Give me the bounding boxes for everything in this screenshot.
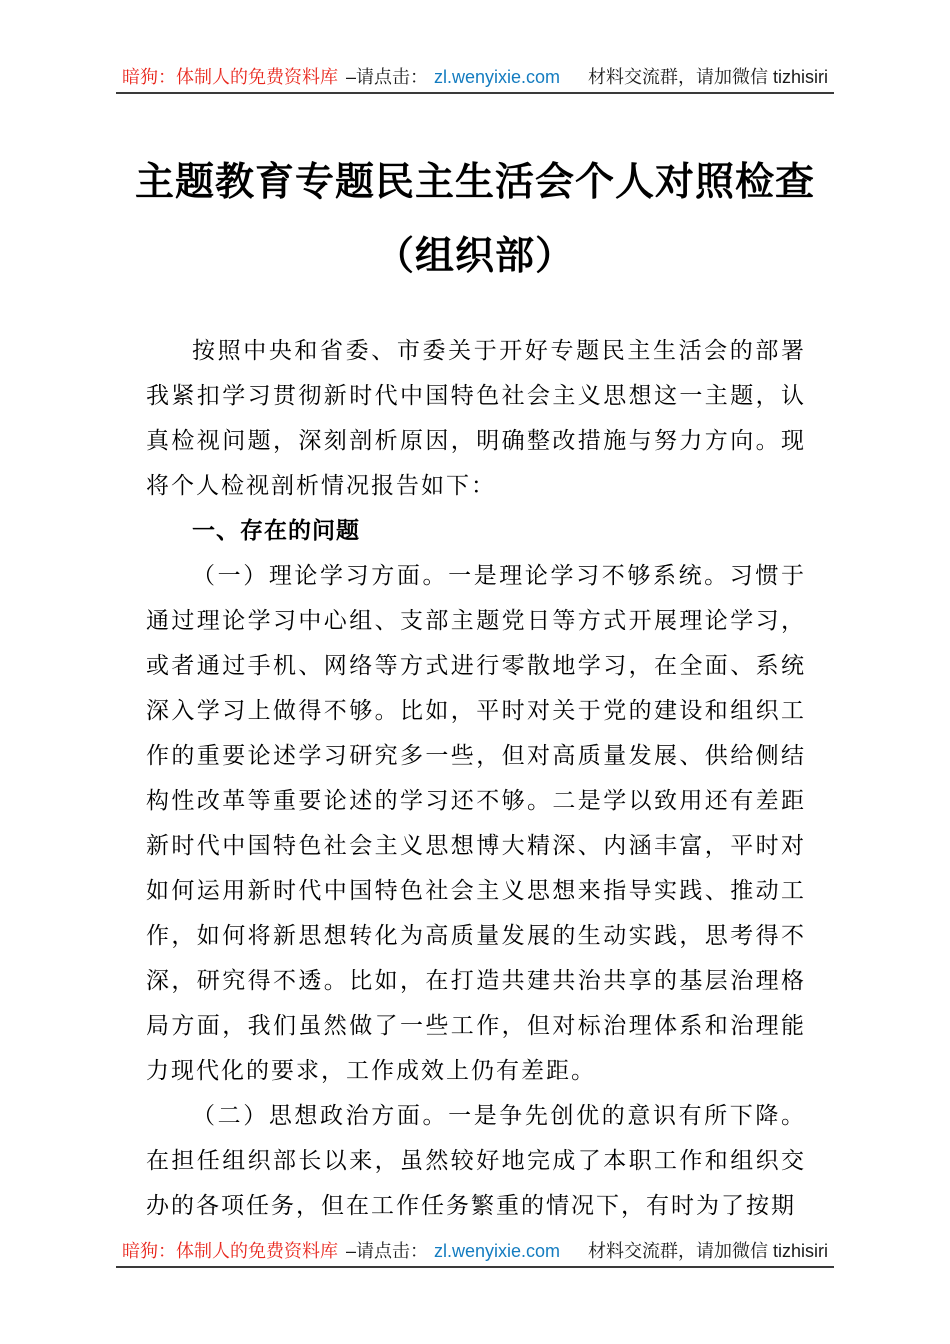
footer-banner-rule xyxy=(116,1240,834,1268)
banner-link[interactable]: zl.wenyixie.com xyxy=(433,67,561,87)
footer-banner xyxy=(0,1240,950,1268)
doc-body xyxy=(146,328,806,1228)
banner-click-label: –请点击： xyxy=(345,67,428,87)
header-banner xyxy=(0,66,950,94)
header-banner-rule xyxy=(116,66,834,94)
banner-wechat-note: 材料交流群，请加微信 tizhisiri xyxy=(588,67,829,87)
doc-title-line2: （组织部） xyxy=(374,235,575,278)
doc-title-line1: 主题教育专题民主生活会个人对照检查 xyxy=(134,161,815,204)
paragraph-theory-study: （一）理论学习方面。一是理论学习不够系统。习惯于通过理论学习中心组、支部主题党日等方式开展理论学习，或者通过手机、网络等方式进行零散地学习，在全面、系统深入学习上做得不够。比如，平时对关于党的建设和组织工作的重要论述学习研究多一些，但对高质量发展、供给侧结构性改革等重要论述的学习还不够。二是学以致用还有差距新时代中国特色社会主义思想博大精深、内涵丰富，平时对如何运用新时代中国特色社会主义思想来指导实践、推动工作，如何将新思想转化为高质量发展的生动实践，思考得不深，研究得不透。比如，在打造共建共治共享的基层治理格局方面，我们虽然做了一些工作，但对标治理体系和治理能力现代化的要求，工作成效上仍有差距。 xyxy=(146,563,806,1083)
paragraph-intro: 按照中央和省委、市委关于开好专题民主生活会的部署我紧扣学习贯彻新时代中国特色社会主义思想这一主题，认真检视问题，深刻剖析原因，明确整改措施与努力方向。现将个人检视剖析情况报告如下： xyxy=(146,338,806,498)
banner-brand-text: 暗狗：体制人的免费资料库 xyxy=(121,1241,338,1261)
banner-click-label: –请点击： xyxy=(345,1241,428,1261)
section-heading-problems: 一、存在的问题 xyxy=(192,517,360,543)
banner-wechat-note: 材料交流群，请加微信 tizhisiri xyxy=(588,1241,829,1261)
banner-link[interactable]: zl.wenyixie.com xyxy=(433,1241,561,1261)
banner-brand-text: 暗狗：体制人的免费资料库 xyxy=(121,67,338,87)
paragraph-ideology-politics: （二）思想政治方面。一是争先创优的意识有所下降。在担任组织部长以来，虽然较好地完成了本职工作和组织交办的各项任务，但在工作任务繁重的情况下，有时为了按期 xyxy=(146,1103,806,1218)
